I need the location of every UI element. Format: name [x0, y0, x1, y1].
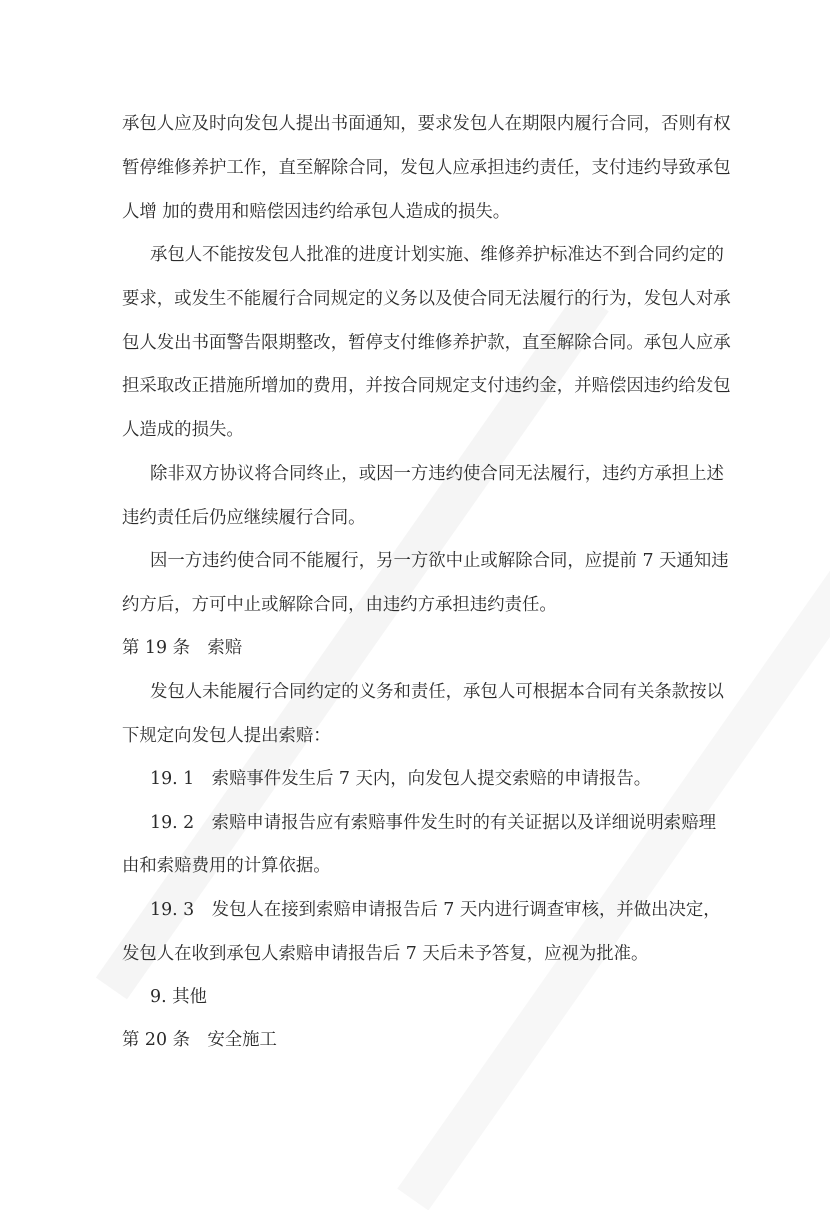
paragraph-line: 除非双方协议将合同终止，或因一方违约使合同无法履行，违约方承担上述	[150, 464, 724, 484]
clause-19-2: 19. 2 索赔申请报告应有索赔事件发生时的有关证据以及详细说明索赔理	[150, 813, 716, 833]
paragraph-line: 包人发出书面警告限期整改，暂停支付维修养护款，直至解除合同。承包人应承	[122, 333, 731, 353]
paragraph-line: 人增 加的费用和赔偿因违约给承包人造成的损失。	[122, 202, 511, 222]
paragraph-line: 承包人应及时向发包人提出书面通知，要求发包人在期限内履行合同，否则有权	[122, 114, 731, 134]
paragraph-line: 由和索赔费用的计算依据。	[122, 856, 331, 876]
paragraph-line: 承包人不能按发包人批准的进度计划实施、维修养护标准达不到合同约定的	[150, 245, 724, 265]
paragraph-line: 发包人未能履行合同约定的义务和责任，承包人可根据本合同有关条款按以	[150, 682, 724, 702]
clause-19-3: 19. 3 发包人在接到索赔申请报告后 7 天内进行调查审核，并做出决定，	[150, 900, 721, 920]
paragraph-line: 担采取改正措施所增加的费用，并按合同规定支付违约金，并赔偿因违约给发包	[122, 376, 731, 396]
section-heading-19: 第 19 条 索赔	[122, 638, 243, 658]
paragraph-line: 下规定向发包人提出索赔：	[122, 726, 331, 746]
section-other: 9. 其他	[150, 987, 207, 1007]
paragraph-line: 要求，或发生不能履行合同规定的义务以及使合同无法履行的行为，发包人对承	[122, 289, 731, 309]
paragraph-line: 违约责任后仍应继续履行合同。	[122, 508, 366, 528]
paragraph-line: 约方后，方可中止或解除合同，由违约方承担违约责任。	[122, 595, 557, 615]
paragraph-line: 人造成的损失。	[122, 420, 244, 440]
clause-19-1: 19. 1 索赔事件发生后 7 天内，向发包人提交索赔的申请报告。	[150, 769, 652, 789]
paragraph-line: 因一方违约使合同不能履行，另一方欲中止或解除合同，应提前 7 天通知违	[150, 551, 729, 571]
section-heading-20: 第 20 条 安全施工	[122, 1030, 277, 1050]
paragraph-line: 暂停维修养护工作，直至解除合同，发包人应承担违约责任，支付违约导致承包	[122, 158, 731, 178]
paragraph-line: 发包人在收到承包人索赔申请报告后 7 天后未予答复，应视为批准。	[122, 944, 649, 964]
